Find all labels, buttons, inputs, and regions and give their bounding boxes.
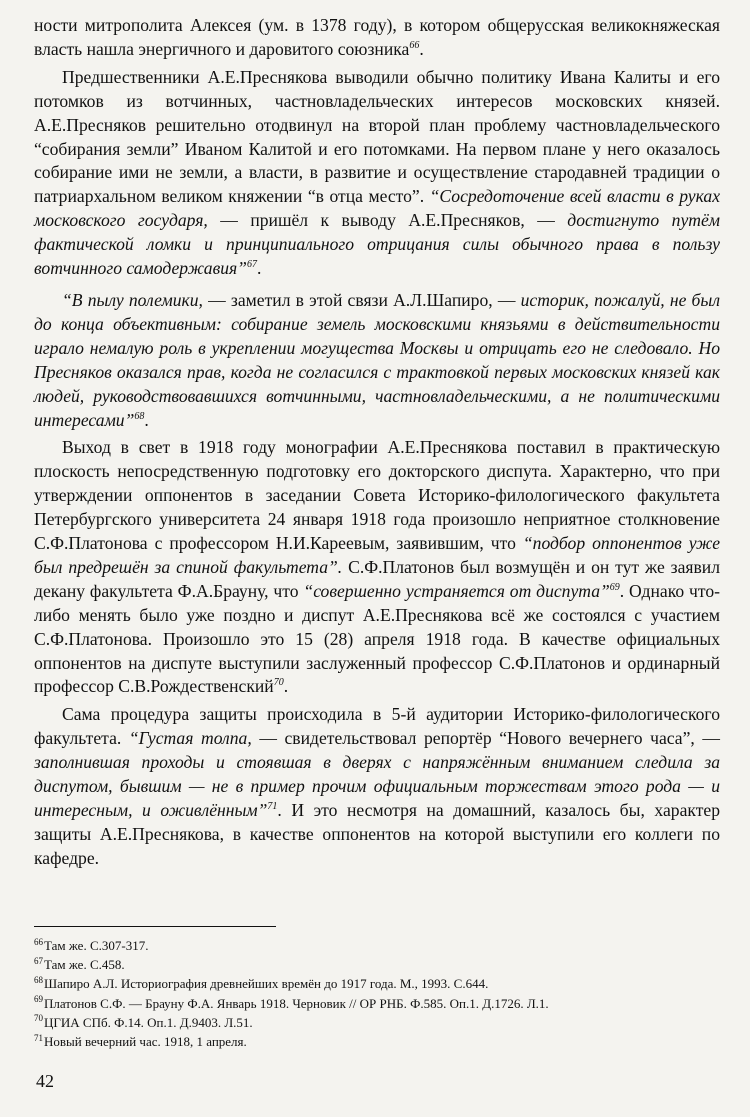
footnote-text: Там же. С.307-317. <box>44 938 149 953</box>
text-run: — заметил в этой связи А.Л.Шапиро, — <box>202 289 521 310</box>
text-run: . Однако что-либо менять было уже поздно и диспут А.Е.Преснякова всё же состоялся с участием С.Ф.Платонова. Произошло это 15 (28) апреля 1918 года. В качестве официальных оппонентов на диспуте выступили заслуженный профессор С.Ф.Платонов и ординарный профессор С.В.Рождественский <box>34 580 720 697</box>
paragraph <box>34 14 720 62</box>
text-run: С.Ф.Платонов был возмущён и он тут же заявил декану факультета Ф.А.Брауну, что <box>34 556 721 601</box>
footnote-text: Там же. С.458. <box>44 957 125 973</box>
footnote-ref: 69 <box>609 581 620 593</box>
quote-text: историк, пожалуй, не был до конца объективным: собирание земель московскими князьями в действительности играло немалую роль в укреплении могущества Москвы и отрицать его не следовало. Но Пресняков оказался прав, когда не согласился с трактовкой первых московских князей как людей, руководствовавшихся вотчинными, частновладельческими, а не политическими интересами” <box>34 289 720 430</box>
footnote-text: Платонов С.Ф. — Брауну Ф.А. Январь 1918. Черновик // ОР РНБ. Ф.585. Оп.1. Д.1726. Л.1. <box>44 995 549 1011</box>
footnote-number: 66 <box>34 936 43 947</box>
footnote-ref: 70 <box>273 677 284 689</box>
paragraph <box>34 703 720 870</box>
text-run: ности митрополита Алексея (ум. в 1378 году), в котором общерусская великокняжеская власть нашла энергичного и даровитого союзника <box>34 15 720 59</box>
footnote-text: ЦГИА СПб. Ф.14. Оп.1. Д.9403. Л.51. <box>44 1014 253 1030</box>
footnote-ref: 68 <box>134 410 145 422</box>
footnote-number: 69 <box>34 994 43 1005</box>
footnote-number: 70 <box>34 1013 43 1024</box>
text-run: — свидетельствовал репортёр “Нового вечернего часа”, — <box>251 728 720 749</box>
quote-text: “совершенно устраняется от диспута” <box>303 580 610 601</box>
footnote-item <box>34 994 724 1013</box>
text-run: . <box>256 258 262 279</box>
footnote-item <box>34 974 724 993</box>
text-run: . <box>419 38 424 59</box>
footnote-number: 68 <box>34 975 43 986</box>
footnote-item <box>34 955 724 974</box>
footnote-number: 71 <box>34 1032 43 1043</box>
footnote-ref: 66 <box>409 40 420 52</box>
paragraph <box>34 66 720 281</box>
quote-text: “Сосредоточение всей власти в руках московского государя, <box>34 186 720 231</box>
quote-text: “подбор оппонентов уже был предрешён за спиной факультета”. <box>34 533 721 577</box>
page-number: 42 <box>36 1071 54 1091</box>
footnote-ref: 71 <box>267 801 278 813</box>
paragraph <box>34 289 720 432</box>
footnote-item <box>34 1032 724 1051</box>
body-text <box>34 14 720 871</box>
footnotes <box>34 936 724 1051</box>
text-run: Сама процедура защиты происходила в 5-й аудитории Историко-филологического факультета. <box>34 704 720 749</box>
paragraph <box>34 436 720 699</box>
quote-text: “В пылу полемики, <box>62 289 203 310</box>
footnote-ref: 67 <box>246 259 257 271</box>
footnote-number: 67 <box>34 955 43 966</box>
text-run: . <box>144 409 149 430</box>
text-run: . <box>283 676 289 697</box>
quote-text: “Густая толпа, <box>128 728 252 749</box>
footnote-item <box>34 1013 724 1032</box>
footnote-text: Новый вечерний час. 1918, 1 апреля. <box>44 1034 247 1050</box>
footnote-text: Шапиро А.Л. Историография древнейших времён до 1917 года. М., 1993. С.644. <box>44 976 489 992</box>
footnote-item <box>34 936 724 955</box>
text-run: Выход в свет в 1918 году монографии А.Е.Преснякова поставил в практическую плоскость непосредственную подготовку его докторского диспута. Характерно, что при утверждении оппонентов в заседании Совета Историко-филологического факультета Петербургского университета 24 января 1918 года произошло неприятное столкновение С.Ф.Платонова с профессором Н.И.Кареевым, заявившим, что <box>34 437 720 554</box>
quote-text: достигнуто путём фактической ломки и принципиального отрицания силы обычного права в пользу вотчинного самодержавия” <box>34 210 721 279</box>
quote-text: заполнившая проходы и стоявшая в дверях с напряжённым вниманием следила за диспутом, бывшим — не в пример прочим официальным торжествам этого рода — и интересным, и оживлённым” <box>34 752 720 820</box>
text-run: — пришёл к выводу А.Е.Пресняков, — <box>207 210 568 231</box>
text-run: Предшественники А.Е.Преснякова выводили обычно политику Ивана Калиты и его потомков из вотчинных, частновладельческих интересов московских князей. А.Е.Пресняков решительно отодвинул на второй план проблему частновладельческого “собирания земли” Иваном Калитой и его потомками. На первом плане у него оказалось собирание ими не земли, а власти, в развитие и осуществление стародавней традиции о патриархальном великом княжении “в отца место”. <box>34 66 720 207</box>
footnote-divider <box>34 926 276 927</box>
text-run: . И это несмотря на домашний, казалось бы, характер защиты А.Е.Преснякова, в качестве оппонентов на которой выступили его коллеги по кафедре. <box>34 800 720 868</box>
